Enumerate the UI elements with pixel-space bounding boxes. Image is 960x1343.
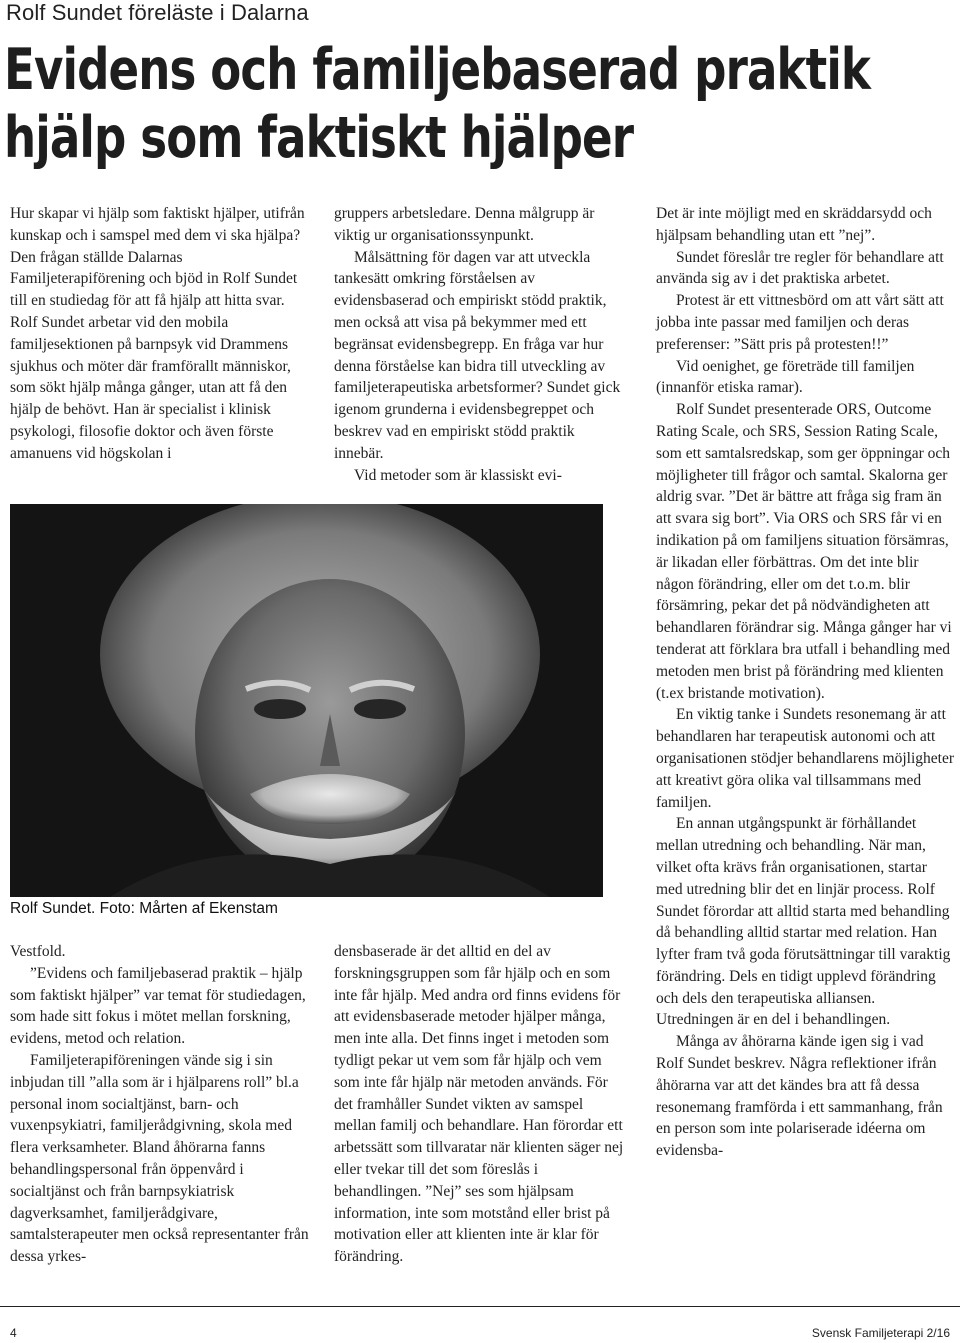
headline-line-2: hjälp som faktiskt hjälper: [4, 105, 634, 171]
paragraph: Många av åhörarna kände igen sig i vad Rolf Sundet beskrev. Några reflektioner ifrån åhörarna var att det kändes bra att få dessa resonemang framförda i ett sammanhang, från en person som inte polariserade idéerna om evidensba-: [656, 1033, 943, 1160]
article-kicker: Rolf Sundet föreläste i Dalarna: [6, 0, 309, 25]
headline-line-1: Evidens och familjebaserad praktik: [4, 37, 871, 103]
paragraph: Familjeterapiföreningen vände sig i sin inbjudan till ”alla som är i hjälparens roll” bl.a personal inom socialtjänst, barn- och vuxenpsykiatri, familjerådgivning, skola med flera verksamheter. Bland åhörarna fanns behandlingspersonal från öppenvård i socialtjänst och från barnpsykiatrisk dagverksamhet, familjerådgivare, samtalsterapeuter men också representanter från dessa yrkes-: [10, 1051, 309, 1266]
column-2-top: [334, 203, 626, 486]
portrait-illustration: [10, 504, 603, 897]
column-1-bottom: [10, 941, 310, 1268]
paragraph: ”Evidens och familjebaserad praktik – hjälp som faktiskt hjälper” var temat för studiedagen, som hade sitt fokus i mötet mellan forskning, evidens, metod och relation.: [10, 964, 306, 1048]
paragraph: En annan utgångspunkt är förhållandet mellan utredning och behandling. När man, vilket ofta krävs från organisationen, startar med utredning blir det en linjär process. Rolf Sundet förordar att alltid starta med behandling då behandling alltid startar med relation. Han lyfter fram två goda förutsättningar till varaktig förändring. Dels en tidigt upplevd förändring och dels den terapeutiska alliansen. Utredningen är en del i behandlingen.: [656, 815, 951, 1029]
paragraph: Målsättning för dagen var att utveckla tankesätt omkring förståelsen av evidensbaserad och empiriskt stödd praktik, men också att visa på bekymmer med ett begränsat evidensbegrepp. En fråga var hur denna förståelse kan bidra till utveckling av familjeterapeutiska arbetsformer? Sundet gick igenom grunderna i evidensbegreppet och beskrev vad en empiriskt stödd praktik innebär.: [334, 248, 621, 462]
paragraph: densbaserade är det alltid en del av forskningsgruppen som får hjälp och en som inte får hjälp. Med andra ord finns evidens för att evidensbaserade metoder hjälper många, men inte alla. Det finns inget i metoden som tydligt pekar ut vem som får hjälp och vem som inte får hjälp när metoden används. För det framhåller Sundet vikten av samspel mellan familj och behandlare. Han förordar ett arbetssätt som tillvaratar när klienten säger nej eller tvekar till det som föreslås i behandlingen. ”Nej” ses som hjälpsam information, inte som motstånd eller brist på motivation eller att klienten inte är klar för förändring.: [334, 943, 624, 1266]
paragraph: Vestfold.: [10, 943, 66, 960]
paragraph: Hur skapar vi hjälp som faktiskt hjälper, utifrån kunskap och i samspel med dem vi ska hjälpa? Den frågan ställde Dalarnas Familjeterapiförening och bjöd in Rolf Sundet till en studiedag för att få hjälp att hitta svar. Rolf Sundet arbetar vid den mobila familjesektionen på barnpsyk vid Drammens sjukhus och möter där framförallt människor, som sökt hjälp många gånger, utan att få den hjälp de behövt. Han är specialist i klinisk psykologi, filosofie doktor och även förste amanuens vid högskolan i: [10, 205, 305, 462]
paragraph: gruppers arbetsledare. Denna målgrupp är viktig ur organisationssynpunkt.: [334, 205, 595, 244]
photo-caption: Rolf Sundet. Foto: Mårten af Ekenstam: [10, 900, 278, 917]
magazine-name: Svensk Familjeterapi 2/16: [811, 1326, 950, 1340]
column-1-top: [10, 203, 310, 465]
article-headline: [4, 36, 871, 172]
portrait-photo: [10, 504, 603, 897]
paragraph: En viktig tanke i Sundets resonemang är att behandlaren har terapeutisk autonomi och att organisationen stödjer behandlarens möjligheter att kreativt göra olika val tillsammans med familjen.: [656, 706, 955, 811]
page-number: 4: [10, 1326, 17, 1340]
column-3: [656, 203, 954, 1162]
paragraph: Vid metoder som är klassiskt evi-: [354, 466, 562, 484]
paragraph: Vid oenighet, ge företräde till familjen (innanför etiska ramar).: [656, 357, 915, 397]
paragraph: Protest är ett vittnesbörd om att vårt sätt att jobba inte passar med familjen och deras preferenser: ”Sätt pris på protesten!!”: [656, 292, 944, 353]
column-2-bottom: [334, 941, 626, 1268]
paragraph: Det är inte möjligt med en skräddarsydd och hjälpsam behandling utan ett ”nej”.: [656, 205, 932, 244]
paragraph: Rolf Sundet presenterade ORS, Outcome Rating Scale, och SRS, Session Rating Scale, som ett samtalsredskap, som ger öppningar och möjligheter till frågor och samtal. Skalorna ger aldrig svar. ”Det är bättre att fråga sig fram än att svara sig bort”. Via ORS och SRS får vi en indikation på om familjens situation försämras, är likadan eller förbättras. Om det inte blir någon förändring, eller om det t.o.m. blir försämring, pekar det på nödvändigheten att behandlaren förändrar sig. Många gånger har vi tenderat att förklara bra utfall i behandling med metoden men brist på förändring med klienten (t.ex bristande motivation).: [656, 401, 952, 702]
paragraph: Sundet föreslår tre regler för behandlare att använda sig av i det praktiska arbetet.: [656, 248, 944, 288]
footer-divider: [0, 1306, 960, 1307]
